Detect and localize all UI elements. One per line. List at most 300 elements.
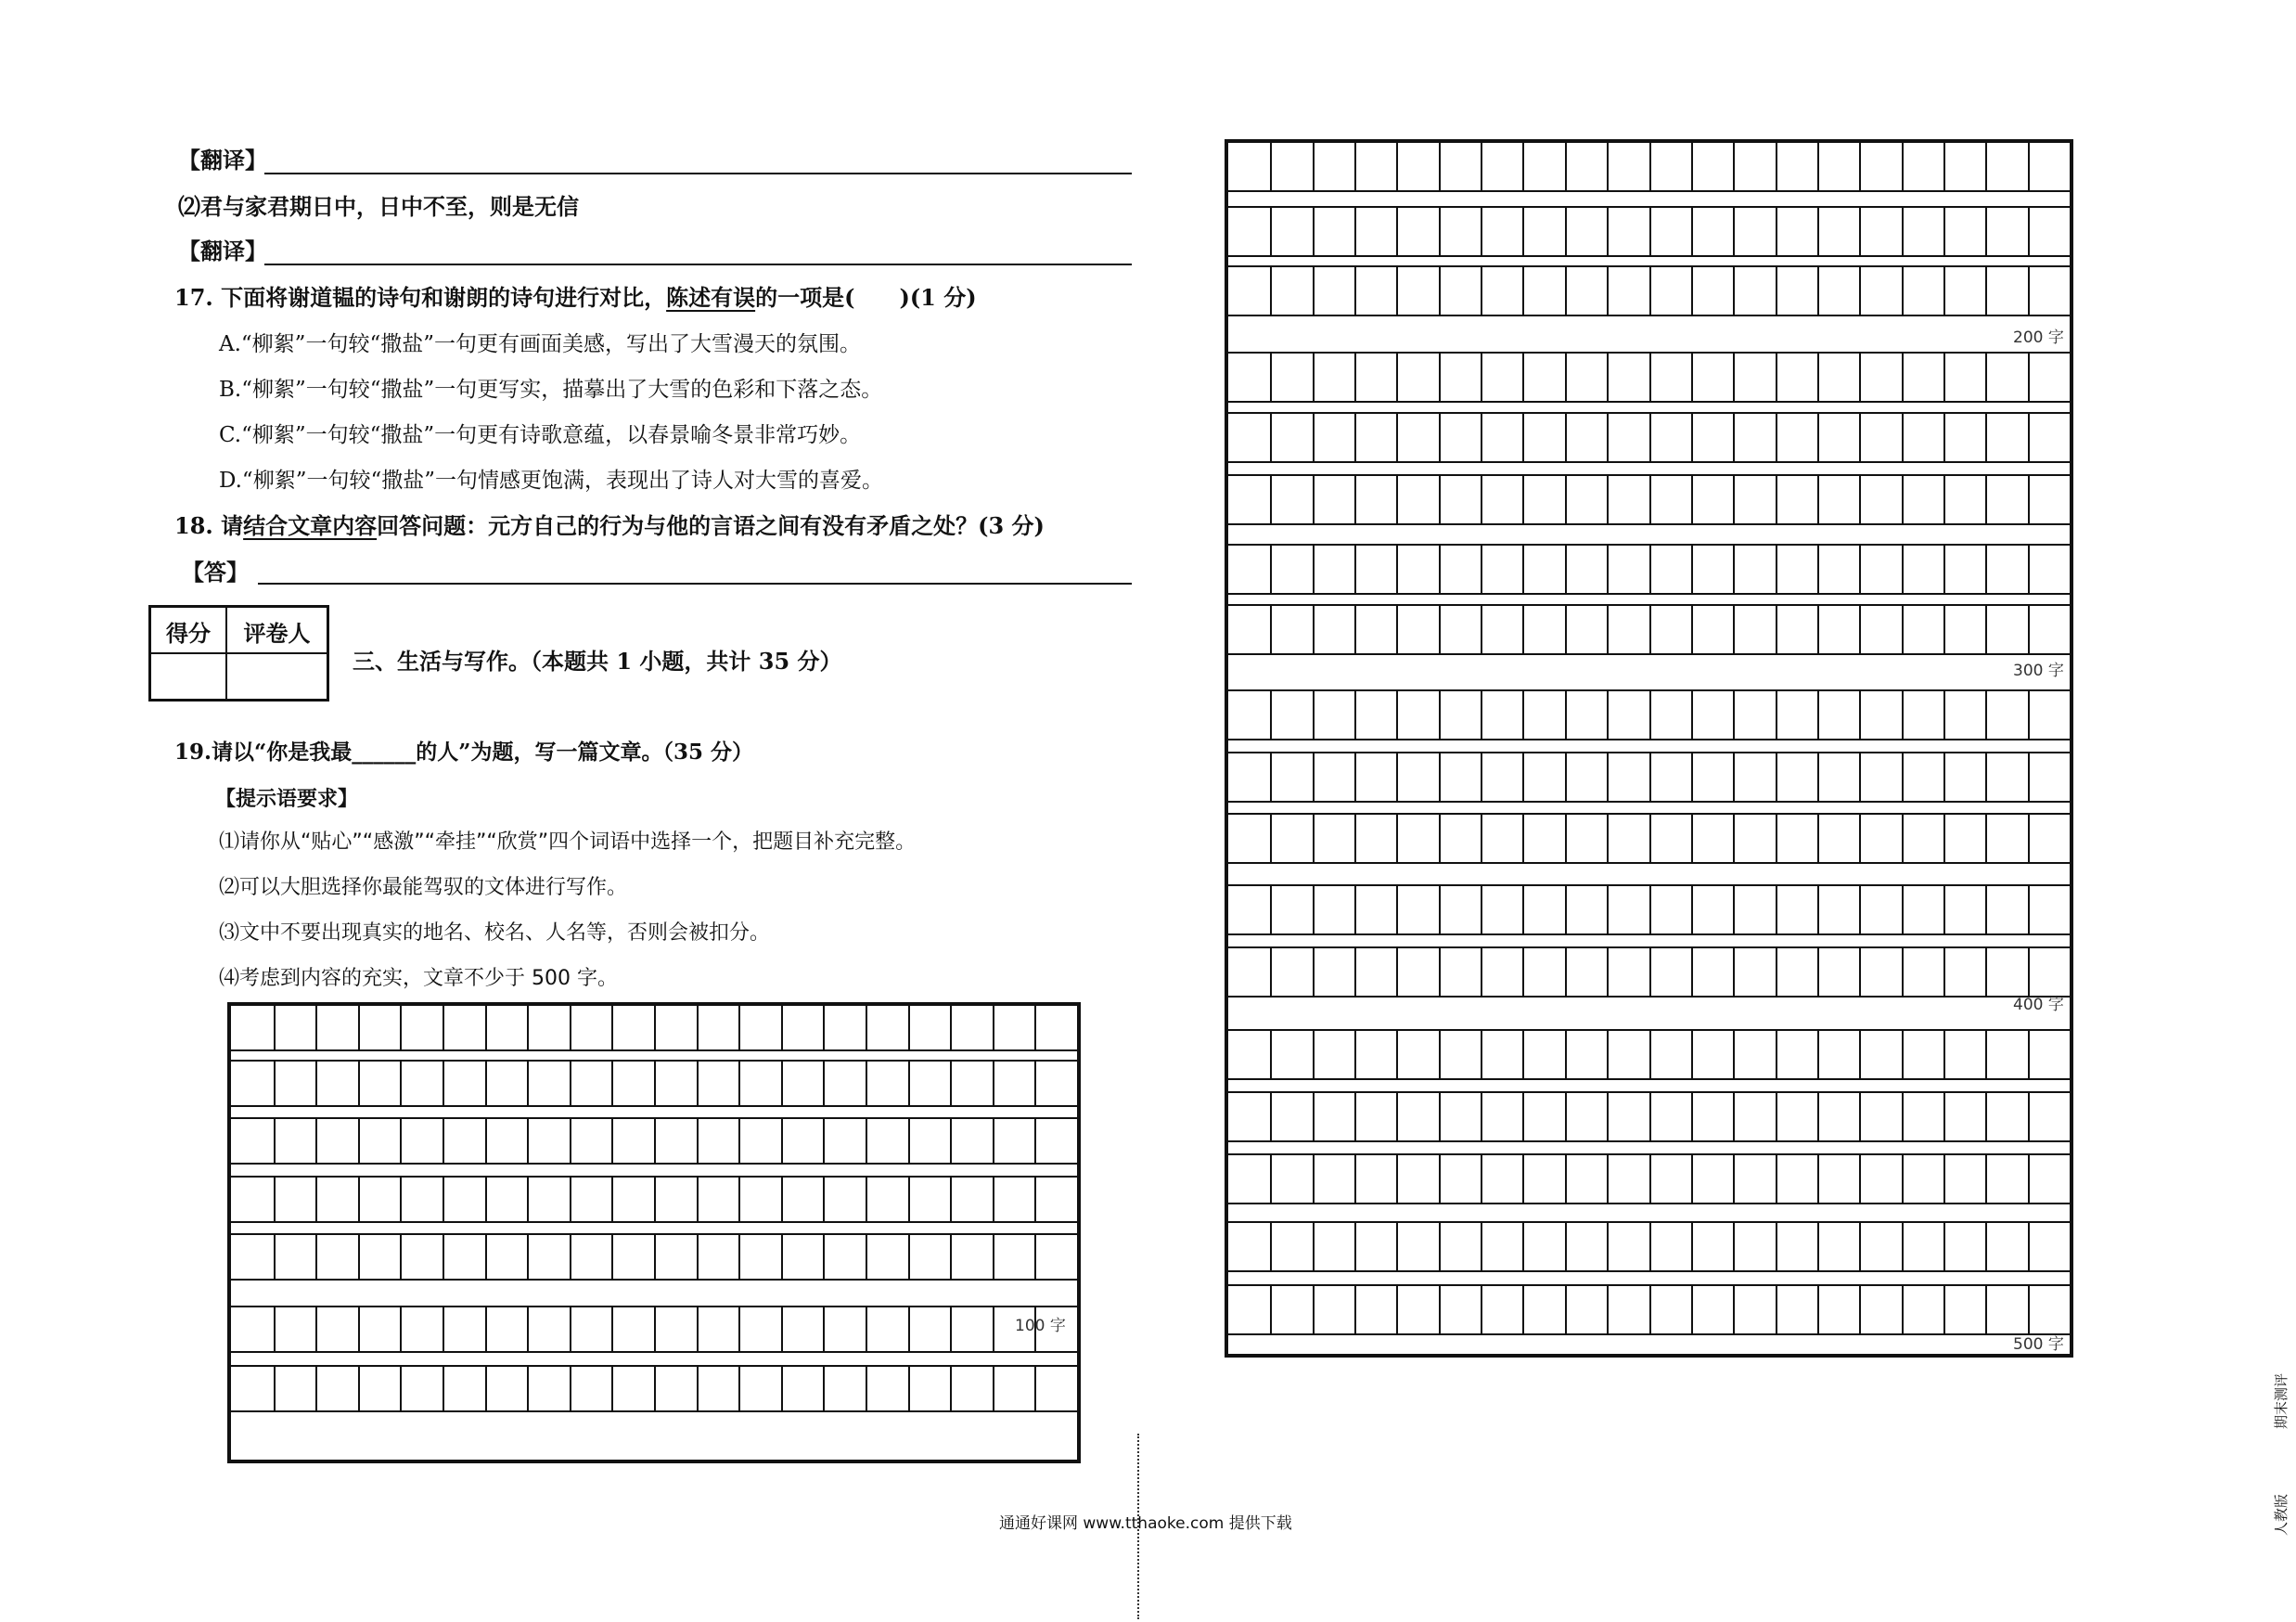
grid-cell[interactable] xyxy=(738,1117,740,1163)
grid-cell[interactable] xyxy=(1522,1153,1524,1203)
grid-cell[interactable] xyxy=(654,1365,656,1410)
grid-cell[interactable] xyxy=(1859,752,1861,801)
grid-cell[interactable] xyxy=(1859,352,1861,401)
grid-cell[interactable] xyxy=(274,1365,276,1410)
grid-cell[interactable] xyxy=(1733,412,1735,461)
grid-cell[interactable] xyxy=(611,1004,613,1049)
grid-cell[interactable] xyxy=(1481,946,1482,996)
grid-cell[interactable] xyxy=(1691,1284,1693,1333)
grid-cell[interactable] xyxy=(1396,604,1398,653)
grid-cell[interactable] xyxy=(1607,946,1609,996)
grid-cell[interactable] xyxy=(908,1233,910,1279)
grid-cell[interactable] xyxy=(697,1004,699,1049)
grid-cell[interactable] xyxy=(1607,352,1609,401)
grid-cell[interactable] xyxy=(1522,474,1524,523)
grid-cell[interactable] xyxy=(1481,1284,1482,1333)
grid-cell[interactable] xyxy=(1439,689,1441,739)
grid-cell[interactable] xyxy=(1354,352,1356,401)
grid-cell[interactable] xyxy=(570,1176,571,1221)
grid-cell[interactable] xyxy=(1354,604,1356,653)
grid-cell[interactable] xyxy=(781,1117,783,1163)
grid-cell[interactable] xyxy=(1985,544,1987,593)
grid-cell[interactable] xyxy=(1649,206,1651,255)
grid-cell[interactable] xyxy=(1733,1221,1735,1270)
writing-grid-left[interactable] xyxy=(227,1002,1081,1463)
grid-cell[interactable] xyxy=(1902,1153,1904,1203)
grid-cell[interactable] xyxy=(866,1004,867,1049)
grid-cell[interactable] xyxy=(1439,141,1441,190)
grid-cell[interactable] xyxy=(1733,946,1735,996)
grid-cell[interactable] xyxy=(1985,265,1987,315)
grid-cell[interactable] xyxy=(866,1176,867,1221)
grid-cell[interactable] xyxy=(1902,352,1904,401)
grid-cell[interactable] xyxy=(1817,265,1819,315)
grid-cell[interactable] xyxy=(1439,412,1441,461)
grid-cell[interactable] xyxy=(1270,946,1272,996)
grid-cell[interactable] xyxy=(1649,265,1651,315)
grid-cell[interactable] xyxy=(1313,813,1315,862)
grid-cell[interactable] xyxy=(358,1117,360,1163)
grid-cell[interactable] xyxy=(274,1117,276,1163)
grid-cell[interactable] xyxy=(654,1060,656,1105)
grid-cell[interactable] xyxy=(1439,1284,1441,1333)
grid-cell[interactable] xyxy=(1354,1029,1356,1078)
grid-cell[interactable] xyxy=(738,1365,740,1410)
grid-cell[interactable] xyxy=(908,1365,910,1410)
grid-cell[interactable] xyxy=(1649,689,1651,739)
grid-cell[interactable] xyxy=(1481,474,1482,523)
grid-cell[interactable] xyxy=(1313,1029,1315,1078)
grid-cell[interactable] xyxy=(1817,206,1819,255)
grid-cell[interactable] xyxy=(1776,604,1777,653)
grid-cell[interactable] xyxy=(1776,1029,1777,1078)
grid-cell[interactable] xyxy=(1902,689,1904,739)
grid-cell[interactable] xyxy=(1481,1221,1482,1270)
grid-cell[interactable] xyxy=(2028,884,2030,933)
grid-cell[interactable] xyxy=(1565,1153,1567,1203)
grid-cell[interactable] xyxy=(315,1117,317,1163)
grid-cell[interactable] xyxy=(654,1306,656,1351)
grid-cell[interactable] xyxy=(1607,752,1609,801)
grid-cell[interactable] xyxy=(1649,544,1651,593)
grid-cell[interactable] xyxy=(1396,752,1398,801)
grid-cell[interactable] xyxy=(1396,206,1398,255)
grid-cell[interactable] xyxy=(1270,752,1272,801)
grid-cell[interactable] xyxy=(1313,752,1315,801)
grid-cell[interactable] xyxy=(358,1365,360,1410)
grid-cell[interactable] xyxy=(1481,265,1482,315)
grid-cell[interactable] xyxy=(1522,604,1524,653)
grid-cell[interactable] xyxy=(697,1233,699,1279)
grid-cell[interactable] xyxy=(1607,1284,1609,1333)
grid-cell[interactable] xyxy=(1313,474,1315,523)
grid-cell[interactable] xyxy=(950,1233,952,1279)
grid-cell[interactable] xyxy=(1354,884,1356,933)
grid-cell[interactable] xyxy=(1691,474,1693,523)
grid-cell[interactable] xyxy=(274,1233,276,1279)
grid-cell[interactable] xyxy=(2028,474,2030,523)
grid-cell[interactable] xyxy=(1943,946,1945,996)
grid-cell[interactable] xyxy=(1691,412,1693,461)
grid-cell[interactable] xyxy=(527,1306,529,1351)
grid-cell[interactable] xyxy=(1776,206,1777,255)
grid-cell[interactable] xyxy=(1313,1284,1315,1333)
grid-cell[interactable] xyxy=(1817,1029,1819,1078)
grid-cell[interactable] xyxy=(1859,813,1861,862)
grid-cell[interactable] xyxy=(1776,813,1777,862)
grid-cell[interactable] xyxy=(1859,604,1861,653)
grid-cell[interactable] xyxy=(1817,604,1819,653)
grid-cell[interactable] xyxy=(1396,352,1398,401)
grid-cell[interactable] xyxy=(654,1004,656,1049)
grid-cell[interactable] xyxy=(1902,1284,1904,1333)
grid-cell[interactable] xyxy=(1859,474,1861,523)
grid-cell[interactable] xyxy=(527,1060,529,1105)
grid-cell[interactable] xyxy=(1439,813,1441,862)
grid-cell[interactable] xyxy=(823,1306,825,1351)
grid-cell[interactable] xyxy=(485,1365,487,1410)
grid-cell[interactable] xyxy=(1985,946,1987,996)
grid-cell[interactable] xyxy=(1354,752,1356,801)
grid-cell[interactable] xyxy=(1859,412,1861,461)
grid-cell[interactable] xyxy=(1481,604,1482,653)
grid-cell[interactable] xyxy=(1691,1091,1693,1140)
grid-cell[interactable] xyxy=(1817,752,1819,801)
grid-cell[interactable] xyxy=(908,1004,910,1049)
grid-cell[interactable] xyxy=(1859,544,1861,593)
grid-cell[interactable] xyxy=(1943,206,1945,255)
grid-cell[interactable] xyxy=(1902,474,1904,523)
grid-cell[interactable] xyxy=(400,1176,402,1221)
grid-cell[interactable] xyxy=(1607,1091,1609,1140)
grid-cell[interactable] xyxy=(485,1233,487,1279)
grid-cell[interactable] xyxy=(1565,265,1567,315)
grid-cell[interactable] xyxy=(781,1365,783,1410)
grid-cell[interactable] xyxy=(1270,689,1272,739)
grid-cell[interactable] xyxy=(527,1233,529,1279)
grid-cell[interactable] xyxy=(1776,1091,1777,1140)
grid-cell[interactable] xyxy=(1985,884,1987,933)
grid-cell[interactable] xyxy=(1481,689,1482,739)
grid-cell[interactable] xyxy=(1733,689,1735,739)
grid-cell[interactable] xyxy=(1943,544,1945,593)
grid-cell[interactable] xyxy=(443,1365,444,1410)
grid-cell[interactable] xyxy=(2028,1284,2030,1333)
grid-cell[interactable] xyxy=(1313,1221,1315,1270)
grid-cell[interactable] xyxy=(443,1117,444,1163)
grid-cell[interactable] xyxy=(697,1306,699,1351)
grid-cell[interactable] xyxy=(1902,1029,1904,1078)
grid-cell[interactable] xyxy=(1691,544,1693,593)
grid-cell[interactable] xyxy=(1733,1029,1735,1078)
grid-cell[interactable] xyxy=(1691,884,1693,933)
grid-cell[interactable] xyxy=(1649,412,1651,461)
grid-cell[interactable] xyxy=(527,1365,529,1410)
grid-cell[interactable] xyxy=(1691,352,1693,401)
grid-cell[interactable] xyxy=(358,1306,360,1351)
grid-cell[interactable] xyxy=(1354,689,1356,739)
grid-cell[interactable] xyxy=(1649,1221,1651,1270)
grid-cell[interactable] xyxy=(1481,1091,1482,1140)
grid-cell[interactable] xyxy=(1313,412,1315,461)
grid-cell[interactable] xyxy=(570,1117,571,1163)
grid-cell[interactable] xyxy=(1565,206,1567,255)
grid-cell[interactable] xyxy=(570,1233,571,1279)
grid-cell[interactable] xyxy=(1733,544,1735,593)
grid-cell[interactable] xyxy=(1396,884,1398,933)
grid-cell[interactable] xyxy=(1733,752,1735,801)
grid-cell[interactable] xyxy=(570,1365,571,1410)
grid-cell[interactable] xyxy=(611,1176,613,1221)
grid-cell[interactable] xyxy=(1481,1153,1482,1203)
grid-cell[interactable] xyxy=(527,1176,529,1221)
grid-cell[interactable] xyxy=(1481,412,1482,461)
grid-cell[interactable] xyxy=(1776,352,1777,401)
grid-cell[interactable] xyxy=(1354,1284,1356,1333)
grid-cell[interactable] xyxy=(1985,474,1987,523)
grid-cell[interactable] xyxy=(1607,813,1609,862)
grid-cell[interactable] xyxy=(1396,689,1398,739)
grid-cell[interactable] xyxy=(1396,1284,1398,1333)
grid-cell[interactable] xyxy=(1776,752,1777,801)
grid-cell[interactable] xyxy=(738,1233,740,1279)
grid-cell[interactable] xyxy=(1776,474,1777,523)
grid-cell[interactable] xyxy=(315,1365,317,1410)
grid-cell[interactable] xyxy=(1313,604,1315,653)
grid-cell[interactable] xyxy=(1270,1153,1272,1203)
grid-cell[interactable] xyxy=(1270,1221,1272,1270)
grid-cell[interactable] xyxy=(400,1060,402,1105)
grid-cell[interactable] xyxy=(1565,1029,1567,1078)
grid-cell[interactable] xyxy=(358,1004,360,1049)
grid-cell[interactable] xyxy=(1481,813,1482,862)
grid-cell[interactable] xyxy=(1607,412,1609,461)
grid-cell[interactable] xyxy=(1985,689,1987,739)
grid-cell[interactable] xyxy=(1270,265,1272,315)
grid-cell[interactable] xyxy=(654,1176,656,1221)
grid-cell[interactable] xyxy=(1034,1060,1036,1105)
grid-cell[interactable] xyxy=(1565,474,1567,523)
grid-cell[interactable] xyxy=(1985,604,1987,653)
grid-cell[interactable] xyxy=(1439,946,1441,996)
grid-cell[interactable] xyxy=(570,1060,571,1105)
grid-cell[interactable] xyxy=(738,1306,740,1351)
grid-cell[interactable] xyxy=(443,1306,444,1351)
grid-cell[interactable] xyxy=(1270,474,1272,523)
grid-cell[interactable] xyxy=(1691,1029,1693,1078)
grid-cell[interactable] xyxy=(1817,1221,1819,1270)
grid-cell[interactable] xyxy=(1943,752,1945,801)
grid-cell[interactable] xyxy=(1733,813,1735,862)
grid-cell[interactable] xyxy=(1649,884,1651,933)
grid-cell[interactable] xyxy=(1565,352,1567,401)
grid-cell[interactable] xyxy=(1691,604,1693,653)
grid-cell[interactable] xyxy=(1902,884,1904,933)
grid-cell[interactable] xyxy=(993,1004,994,1049)
grid-cell[interactable] xyxy=(2028,1029,2030,1078)
grid-cell[interactable] xyxy=(866,1233,867,1279)
grid-cell[interactable] xyxy=(1565,884,1567,933)
grid-cell[interactable] xyxy=(908,1117,910,1163)
grid-cell[interactable] xyxy=(400,1233,402,1279)
grid-cell[interactable] xyxy=(823,1365,825,1410)
grid-cell[interactable] xyxy=(1943,689,1945,739)
grid-cell[interactable] xyxy=(993,1117,994,1163)
grid-cell[interactable] xyxy=(1270,141,1272,190)
grid-cell[interactable] xyxy=(1902,544,1904,593)
grid-cell[interactable] xyxy=(1985,206,1987,255)
grid-cell[interactable] xyxy=(1522,1029,1524,1078)
grid-cell[interactable] xyxy=(1649,752,1651,801)
grid-cell[interactable] xyxy=(1522,752,1524,801)
grid-cell[interactable] xyxy=(1691,1153,1693,1203)
grid-cell[interactable] xyxy=(1649,604,1651,653)
grid-cell[interactable] xyxy=(2028,813,2030,862)
grid-cell[interactable] xyxy=(697,1060,699,1105)
grid-cell[interactable] xyxy=(1943,352,1945,401)
grid-cell[interactable] xyxy=(2028,352,2030,401)
grid-cell[interactable] xyxy=(1034,1004,1036,1049)
grid-cell[interactable] xyxy=(570,1306,571,1351)
grid-cell[interactable] xyxy=(1859,884,1861,933)
grid-cell[interactable] xyxy=(1522,1091,1524,1140)
grid-cell[interactable] xyxy=(1481,352,1482,401)
grid-cell[interactable] xyxy=(2028,604,2030,653)
grid-cell[interactable] xyxy=(1396,544,1398,593)
grid-cell[interactable] xyxy=(1985,141,1987,190)
grid-cell[interactable] xyxy=(1733,604,1735,653)
grid-cell[interactable] xyxy=(1649,1284,1651,1333)
grid-cell[interactable] xyxy=(1607,1029,1609,1078)
grid-cell[interactable] xyxy=(738,1060,740,1105)
grid-cell[interactable] xyxy=(1817,946,1819,996)
grid-cell[interactable] xyxy=(1691,1221,1693,1270)
grid-cell[interactable] xyxy=(1776,1221,1777,1270)
grid-cell[interactable] xyxy=(1691,206,1693,255)
grid-cell[interactable] xyxy=(781,1004,783,1049)
grid-cell[interactable] xyxy=(1607,474,1609,523)
grid-cell[interactable] xyxy=(1733,141,1735,190)
grid-cell[interactable] xyxy=(950,1004,952,1049)
grid-cell[interactable] xyxy=(738,1004,740,1049)
grid-cell[interactable] xyxy=(1481,884,1482,933)
grid-cell[interactable] xyxy=(1859,206,1861,255)
grid-cell[interactable] xyxy=(1859,1029,1861,1078)
grid-cell[interactable] xyxy=(1649,474,1651,523)
grid-cell[interactable] xyxy=(1522,1284,1524,1333)
grid-cell[interactable] xyxy=(1649,1091,1651,1140)
grid-cell[interactable] xyxy=(1943,1029,1945,1078)
grid-cell[interactable] xyxy=(1522,352,1524,401)
grid-cell[interactable] xyxy=(443,1060,444,1105)
grid-cell[interactable] xyxy=(908,1306,910,1351)
grid-cell[interactable] xyxy=(1776,1284,1777,1333)
grid-cell[interactable] xyxy=(274,1004,276,1049)
grid-cell[interactable] xyxy=(358,1176,360,1221)
grid-cell[interactable] xyxy=(2028,1091,2030,1140)
grid-cell[interactable] xyxy=(611,1117,613,1163)
grid-cell[interactable] xyxy=(1607,544,1609,593)
grid-cell[interactable] xyxy=(1691,946,1693,996)
grid-cell[interactable] xyxy=(1354,141,1356,190)
grid-cell[interactable] xyxy=(1313,206,1315,255)
grid-cell[interactable] xyxy=(1691,813,1693,862)
grid-cell[interactable] xyxy=(274,1306,276,1351)
grid-cell[interactable] xyxy=(527,1117,529,1163)
grid-cell[interactable] xyxy=(358,1233,360,1279)
grid-cell[interactable] xyxy=(1270,1284,1272,1333)
grid-cell[interactable] xyxy=(1439,1029,1441,1078)
grid-cell[interactable] xyxy=(1649,141,1651,190)
grid-cell[interactable] xyxy=(993,1365,994,1410)
grid-cell[interactable] xyxy=(993,1306,994,1351)
grid-cell[interactable] xyxy=(1902,752,1904,801)
grid-cell[interactable] xyxy=(1270,604,1272,653)
grid-cell[interactable] xyxy=(1313,544,1315,593)
grid-cell[interactable] xyxy=(1481,1029,1482,1078)
grid-cell[interactable] xyxy=(1943,884,1945,933)
grid-cell[interactable] xyxy=(1313,946,1315,996)
grid-cell[interactable] xyxy=(1985,1284,1987,1333)
grid-cell[interactable] xyxy=(1439,604,1441,653)
grid-cell[interactable] xyxy=(781,1306,783,1351)
grid-cell[interactable] xyxy=(1691,752,1693,801)
grid-cell[interactable] xyxy=(1522,689,1524,739)
grid-cell[interactable] xyxy=(1943,813,1945,862)
grid-cell[interactable] xyxy=(654,1233,656,1279)
grid-cell[interactable] xyxy=(1607,141,1609,190)
grid-cell[interactable] xyxy=(570,1004,571,1049)
grid-cell[interactable] xyxy=(1902,946,1904,996)
grid-cell[interactable] xyxy=(1691,141,1693,190)
grid-cell[interactable] xyxy=(1313,141,1315,190)
grid-cell[interactable] xyxy=(2028,412,2030,461)
grid-cell[interactable] xyxy=(1481,544,1482,593)
grid-cell[interactable] xyxy=(527,1004,529,1049)
grid-cell[interactable] xyxy=(1607,884,1609,933)
grid-cell[interactable] xyxy=(1817,352,1819,401)
grid-cell[interactable] xyxy=(1943,1284,1945,1333)
grid-cell[interactable] xyxy=(1776,141,1777,190)
grid-cell[interactable] xyxy=(781,1176,783,1221)
grid-cell[interactable] xyxy=(1354,544,1356,593)
grid-cell[interactable] xyxy=(2028,265,2030,315)
grid-cell[interactable] xyxy=(315,1233,317,1279)
grid-cell[interactable] xyxy=(1607,604,1609,653)
grid-cell[interactable] xyxy=(2028,544,2030,593)
grid-cell[interactable] xyxy=(1522,813,1524,862)
grid-cell[interactable] xyxy=(1396,141,1398,190)
grid-cell[interactable] xyxy=(485,1176,487,1221)
grid-cell[interactable] xyxy=(1270,1091,1272,1140)
grid-cell[interactable] xyxy=(1565,689,1567,739)
grid-cell[interactable] xyxy=(1943,604,1945,653)
grid-cell[interactable] xyxy=(1817,1091,1819,1140)
grid-cell[interactable] xyxy=(1270,206,1272,255)
grid-cell[interactable] xyxy=(485,1004,487,1049)
grid-cell[interactable] xyxy=(2028,946,2030,996)
grid-cell[interactable] xyxy=(1985,752,1987,801)
grid-cell[interactable] xyxy=(1034,1117,1036,1163)
grid-cell[interactable] xyxy=(1859,1221,1861,1270)
grid-cell[interactable] xyxy=(1607,1221,1609,1270)
grid-cell[interactable] xyxy=(1733,884,1735,933)
grid-cell[interactable] xyxy=(358,1060,360,1105)
grid-cell[interactable] xyxy=(823,1004,825,1049)
grid-cell[interactable] xyxy=(1439,352,1441,401)
grid-cell[interactable] xyxy=(443,1176,444,1221)
grid-cell[interactable] xyxy=(1313,1153,1315,1203)
